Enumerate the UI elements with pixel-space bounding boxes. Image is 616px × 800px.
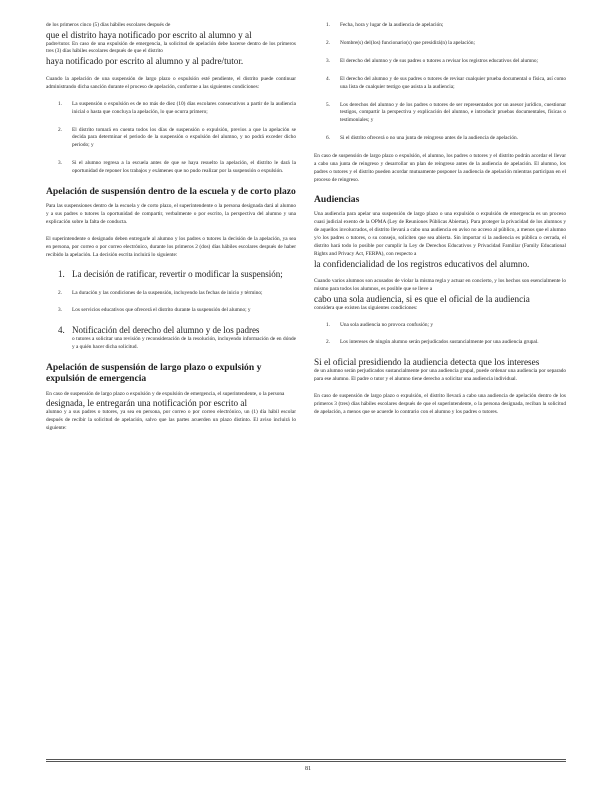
paragraph	[314, 211, 566, 269]
list-number: 5.	[326, 101, 330, 108]
text-small: considera que existen las siguientes condiciones:	[314, 304, 418, 311]
right-column	[314, 22, 566, 425]
conditions-list	[46, 101, 296, 176]
paragraph: Para las suspensiones dentro de la escuela y de corto plazo, el superintendente o la persona designada dará al alumno y a sus padres o tutores la oportunidad de compartir, verbalmente o por escrito, la perspectiva del alumno y una explicación sobre la falta de conducta.	[46, 203, 296, 226]
list-text: Nombre(s) del(los) funcionario(s) que presidirá(n) la apelación;	[340, 39, 476, 46]
group-hearing-list	[314, 322, 566, 348]
list-text: Los intereses de ningún alumno serán perjudicados sustancialmente por una audiencia grupal.	[340, 339, 539, 346]
footer-rule	[46, 759, 566, 760]
text-emphasis: Si el oficial presidiendo la audiencia detecta que los intereses	[314, 357, 540, 368]
list-number: 3.	[326, 57, 330, 64]
list-item	[46, 307, 296, 315]
list-text: El derecho del alumno y de sus padres o tutores de revisar cualquier prueba documental o física, así como una lista de cualquier testigo que asista a la audiencia;	[340, 75, 566, 90]
left-column	[46, 22, 296, 442]
text-emphasis: la confidencialidad de los registros educativos del alumno.	[314, 258, 530, 269]
text-small: de los primeros cinco (5) días hábiles escolares después de	[46, 22, 171, 28]
text-small: Cuando varios alumnos son acusados de violar la misma regla y actuar en concierto, y los hechos son esencialmente lo mismo para todos los alumnos, es posible que se lleve a	[314, 278, 566, 293]
paragraph: En caso de suspensión de largo plazo o expulsión, el distrito llevará a cabo una audiencia de apelación dentro de los primeros 3 (tres) días hábiles escolares después de que el superintendente, o la persona designada, reciban la solicitud de apelación, a menos que se acuerde lo contrario con el alumno y los padres o tutores.	[314, 392, 566, 415]
list-text: Una sola audiencia no provoca confusión; y	[340, 321, 433, 328]
list-item	[314, 339, 566, 347]
list-item	[46, 269, 296, 280]
list-text: Si el distrito ofrecerá o no una junta de reingreso antes de la audiencia de apelación.	[340, 135, 518, 142]
text-small: Una audiencia para apelar una suspensión de largo plazo o una expulsión o expulsión de emergencia es un proceso cuasi judicial exento de la OPMA (Ley de Reuniones Públicas Abiertas). Para proteger la privacidad de los alumnos y de aquellos involucrados, el distrito llevará a cabo una audiencia en aviso no acceso al público, a menos que el alumno y/o los padres o tutores, o su consejo, soliciten que sea abierta. Sin importar si la audiencia es pública o cerrada, el distrito hará todo lo posible por cumplir la Ley de Derechos Educativos y Privacidad Familiar (Family Educational Rights and Privacy Act, FERPA), con respecto a	[314, 211, 566, 257]
page-number: 81	[305, 766, 311, 772]
list-text: Los servicios educativos que ofrecerá el distrito durante la suspensión del alumno; y	[72, 307, 251, 314]
section-heading: Apelación de suspensión dentro de la escuela y de corto plazo	[46, 186, 296, 198]
list-text	[72, 325, 296, 351]
list-text: El distrito tomará en cuenta todos los días de suspensión o expulsión, previos a que la apelación se decida para determinar el periodo de la suspensión o expulsión del alumno, y no podrá exceder dicho periodo; y	[72, 126, 296, 149]
list-number: 2.	[58, 289, 62, 296]
list-number: 1.	[58, 268, 65, 279]
list-text: El derecho del alumno y de sus padres o tutores a revisar los registros educativos del alumno;	[340, 57, 538, 64]
list-number: 1.	[326, 321, 330, 328]
text-emphasis: haya notificado por escrito al alumno y al padre/tutor.	[46, 56, 244, 67]
section-heading: Audiencias	[314, 193, 360, 205]
paragraph	[314, 357, 566, 383]
list-number: 4.	[58, 325, 65, 336]
text-small: o tutores a solicitar una revisión y reconsideración de la resolución, incluyendo información de en dónde y a quién hacer dicha solicitud.	[72, 335, 296, 350]
list-text: Fecha, hora y lugar de la audiencia de apelación;	[340, 22, 444, 28]
list-item	[46, 290, 296, 298]
list-item	[314, 76, 566, 92]
list-text: Si el alumno regresa a la escuela antes de que se haya resuelto la apelación, el distrito le dará la oportunidad de reponer los trabajos y exámenes que no pudo realizar por la suspensión o expulsión.	[72, 160, 296, 175]
list-item	[314, 22, 566, 30]
list-text: La suspensión o expulsión es de no más de diez (10) días escolares consecutivos a partir de la audiencia inicial o hasta que concluya la apelación, lo que ocurra primero;	[72, 100, 296, 115]
list-item	[46, 325, 296, 351]
list-item	[314, 40, 566, 48]
paragraph: El superintendente o designado deben entregarle al alumno y los padres o tutores la decisión de la apelación, ya sea en persona, por correo o por correo electrónico, durante los primeros 2 (dos) días hábiles escolares después de haber recibido la apelación. La decisión escrita incluirá lo siguiente:	[46, 236, 296, 258]
list-text: La duración y las condiciones de la suspensión, incluyendo las fechas de inicio y término;	[72, 289, 263, 296]
list-text: La decisión de ratificar, revertir o modificar la suspensión;	[72, 268, 283, 279]
list-number: 4.	[326, 75, 330, 82]
list-number: 1.	[58, 100, 62, 107]
decision-list	[46, 269, 296, 352]
paragraph	[314, 278, 566, 312]
list-item	[46, 127, 296, 151]
paragraph: En caso de suspensión de largo plazo o expulsión, el alumno, los padres o tutores y el distrito podrán acordar el llevar a cabo una junta de reingreso y desarrollar un plan de reingreso antes de la audiencia de apelación. El alumno, los padres o tutores y el distrito pueden acordar mutuamente posponer la audiencia de apelación mientras participan en el proceso de reingreso.	[314, 153, 566, 183]
text-emphasis: que el distrito haya notificado por escrito al alumno y al	[46, 29, 252, 40]
list-item	[46, 101, 296, 117]
section-heading: Apelación de suspensión de largo plazo o expulsión y expulsión de emergencia	[46, 361, 262, 385]
list-number: 2.	[58, 126, 62, 133]
list-item	[314, 102, 566, 126]
paragraph	[46, 391, 296, 433]
text-small: En caso de suspensión de largo plazo o expulsión y de expulsión de emergencia, el superintendente, o la persona	[46, 390, 285, 397]
text-emphasis: cabo una sola audiencia, si es que el oficial de la audiencia	[314, 294, 530, 305]
text-emphasis: designada, le entregarán una notificación por escrito al	[46, 398, 248, 409]
list-number: 2.	[326, 39, 330, 46]
list-number: 1.	[326, 22, 330, 28]
list-number: 2.	[326, 339, 330, 346]
footer-rule	[46, 761, 566, 762]
list-item	[46, 160, 296, 176]
list-item	[314, 58, 566, 66]
list-number: 3.	[58, 307, 62, 314]
list-text: Los derechos del alumno y de los padres o tutores de ser representados por un asesor jurídico, cuestionar testigos, compartir la perspectiva y explicación del alumno, e introducir pruebas documentales, físicas o testimoniales; y	[340, 101, 566, 124]
paragraph-pending-appeal: Cuando la apelación de una suspensión de largo plazo o expulsión esté pendiente, el distrito puede continuar administrando dicha sanción durante el proceso de apelación, conforme a las siguientes condiciones:	[46, 75, 296, 90]
list-number: 3.	[58, 160, 62, 167]
notice-list	[314, 22, 566, 143]
text-small: de un alumno serán perjudicados sustancialmente por una audiencia grupal, puede ordenar una audiencia por separado para ese alumno. El padre o tutor y el alumno tiene derecho a solicitar una audiencia individual.	[314, 367, 566, 382]
text-emphasis: Notificación del derecho del alumno y de los padres	[72, 325, 260, 336]
list-item	[314, 135, 566, 143]
paragraph-appeal-deadline	[46, 22, 296, 67]
list-number: 6.	[326, 135, 330, 142]
list-item	[314, 322, 566, 330]
text-small: alumno y a sus padres o tutores, ya sea en persona, por correo o por correo electrónico, un (1) día hábil escolar después de recibir la solicitud de apelación, salvo que las partes acuerden un plazo distinto. El aviso incluirá lo siguiente:	[46, 409, 296, 431]
text-small: padre/tutor. En caso de una expulsión de emergencia, la solicitud de apelación debe hacerse dentro de los primeros tres (3) días hábiles escolares después de que el distrito	[46, 40, 296, 55]
